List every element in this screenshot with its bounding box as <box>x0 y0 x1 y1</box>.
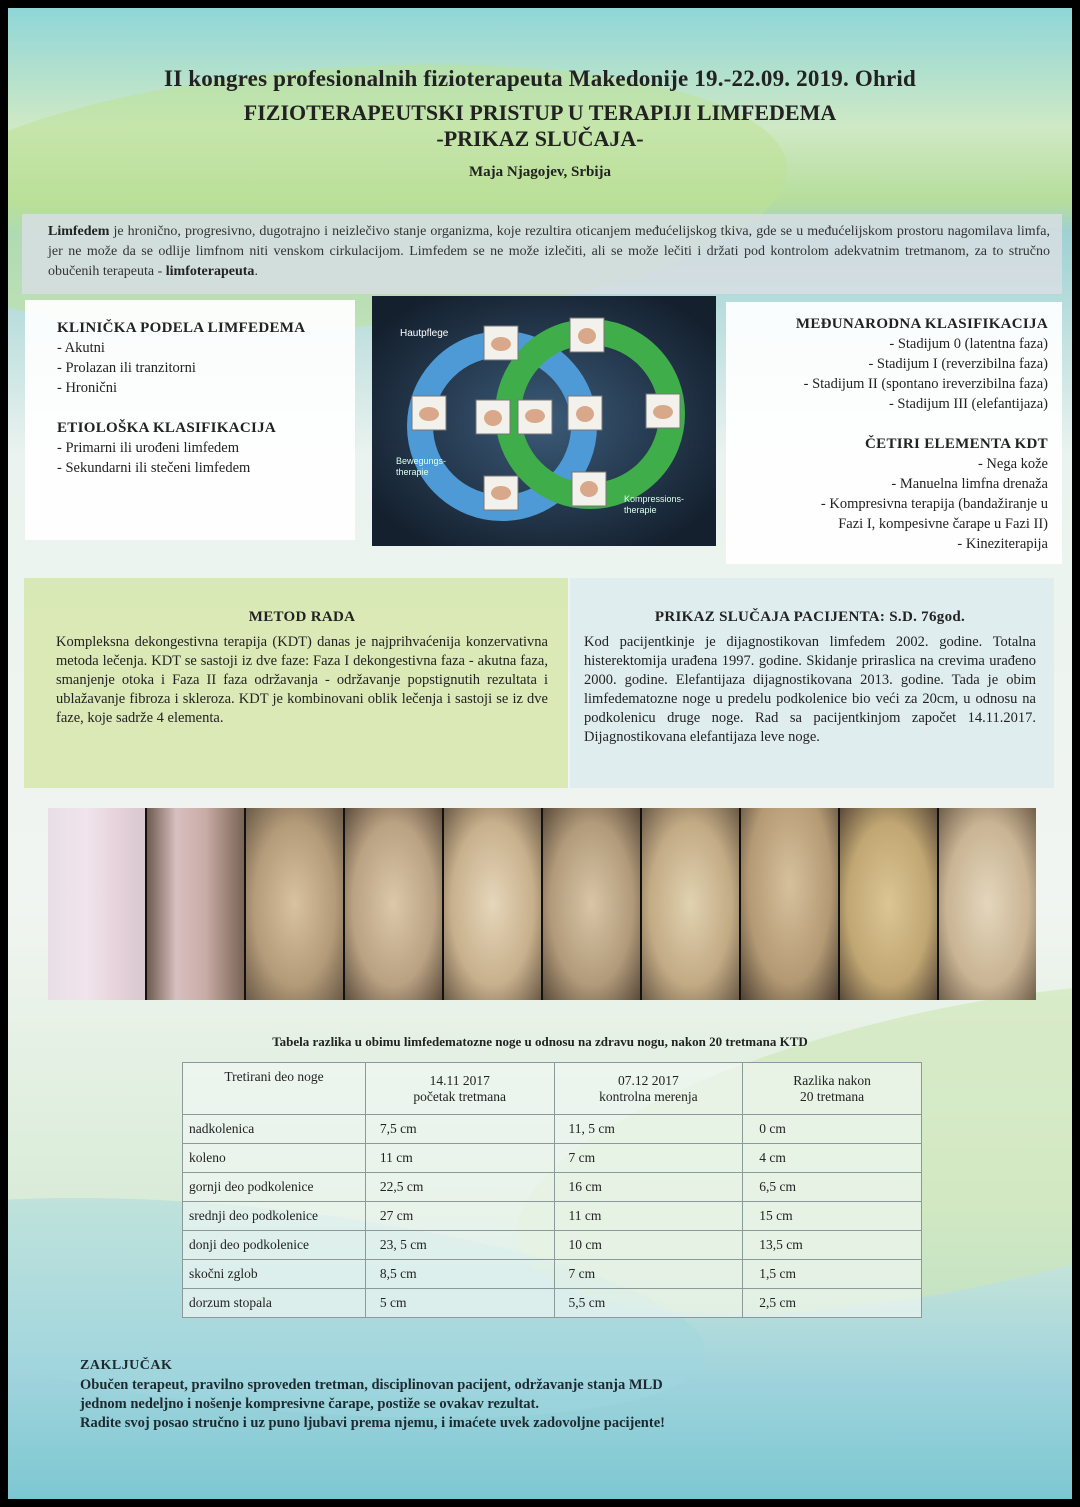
column-header: Razlika nakon 20 tretmana <box>743 1063 922 1115</box>
table-cell: 22,5 cm <box>365 1173 554 1202</box>
table-row <box>183 1289 922 1318</box>
intl-list <box>734 334 1048 414</box>
intro-box: Limfedem je hronično, progresivno, dugotrajno i neizlečivo stanje organizma, koje rezultira oticanjem međućelijskog tkiva, gde se u međućelijskom prostoru nagomilava limfa, jer ne može da se odlije limfnom niti venskom cirkulacijom. Limfedem se ne može izlečiti, ali se može lečiti i držati pod kontrolom adekvatnim tretmanom, za to stručno obučenih terapeuta - limfoterapeuta. <box>22 214 1062 294</box>
list-item: - Akutni <box>57 340 105 356</box>
poster <box>8 8 1072 1499</box>
table-cell: 15 cm <box>743 1202 922 1231</box>
table-cell: 5,5 cm <box>554 1289 743 1318</box>
table-cell: 8,5 cm <box>365 1260 554 1289</box>
list-item: - Sekundarni ili stečeni limfedem <box>57 460 251 476</box>
table-cell: 5 cm <box>365 1289 554 1318</box>
table-cell: 2,5 cm <box>743 1289 922 1318</box>
table-cell: 1,5 cm <box>743 1260 922 1289</box>
patient-photo <box>741 808 838 1000</box>
kdt-list <box>734 454 1048 554</box>
table-caption: Tabela razlika u obimu limfedematozne noge u odnosu na zdravu nogu, nakon 20 tretmana KTD <box>272 1034 808 1049</box>
table-cell: skočni zglob <box>183 1260 366 1289</box>
case-text: Kod pacijentkinje je dijagnostikovan limfedem 2002. godine. Totalna histerektomija urađena 1997. godine. Skidanje priraslica na crevima urađeno 2000. godine. Elefantijaza dijagnostikovana 2013. godine. Tada je obim limfedematozne noge u predelu podkolenice bio veći za 20cm, u odnosu na podkolenicu druge noge. Rad sa pacijentkinjom započet 14.11.2017. Dijagnostikovana elefantijaza leve noge. <box>584 634 1036 745</box>
conclusion-line: Radite svoj posao stručno i uz puno ljubavi prema njemu, i imaćete uvek zadovoljne pacijente! <box>80 1415 665 1431</box>
patient-photo <box>246 808 343 1000</box>
column-header: 07.12 2017 kontrolna merenja <box>554 1063 743 1115</box>
list-item: - Stadijum 0 (latentna faza) <box>889 336 1048 352</box>
list-item: - Kompresivna terapija (bandažiranje u <box>820 496 1048 512</box>
list-item: - Stadijum III (elefantijaza) <box>888 396 1048 412</box>
case-section <box>570 578 1054 788</box>
patient-photo <box>840 808 937 1000</box>
list-item: - Hronični <box>57 380 117 396</box>
etiology-list <box>57 438 341 478</box>
method-text: Kompleksna dekongestivna terapija (KDT) danas je najprihvaćenija konzervativna metoda lečenja. KDT se sastoji iz dve faze: Faza I dekongestivna faza - akutna faza, smanjenje otoka i Faza II faza održavanja - održavanje popstignutih rezultata i ublažavanje fibroza i skleroza. KDT je kombinovani oblik lečenja i sastoji se iz dve faze, koje sadrže 4 elementa. <box>56 634 548 726</box>
list-item: Fazi I, kompesivne čarape u Fazi II) <box>838 516 1048 532</box>
classification-right-panel <box>726 302 1062 564</box>
list-item: - Stadijum II (spontano ireverzibilna faza) <box>803 376 1048 392</box>
conclusion <box>80 1356 1040 1433</box>
method-section <box>24 578 568 788</box>
table-header-row <box>183 1063 922 1115</box>
poster-title: FIZIOTERAPEUTSKI PRISTUP U TERAPIJI LIMFEDEMA -PRIKAZ SLUČAJA- <box>243 100 837 151</box>
patient-photo <box>444 808 541 1000</box>
table-cell: koleno <box>183 1144 366 1173</box>
list-item: - Nega kože <box>977 456 1048 472</box>
list-item: - Stadijum I (reverzibilna faza) <box>868 356 1048 372</box>
table-cell: 11, 5 cm <box>554 1115 743 1144</box>
patient-photo <box>48 808 145 1000</box>
conclusion-line: Obučen terapeut, pravilno sproveden tretman, disciplinovan pacijent, održavanje stanja MLD <box>80 1377 663 1393</box>
poster-header <box>8 66 1072 181</box>
patient-photos <box>48 808 1036 1000</box>
case-title: PRIKAZ SLUČAJA PACIJENTA: S.D. 76god. <box>654 609 966 625</box>
list-item: - Manuelna limfna drenaža <box>891 476 1048 492</box>
patient-photo <box>543 808 640 1000</box>
table-cell: 7 cm <box>554 1260 743 1289</box>
table-cell: 23, 5 cm <box>365 1231 554 1260</box>
clinical-title: KLINIČKA PODELA LIMFEDEMA <box>57 320 306 336</box>
table-cell: donji deo podkolenice <box>183 1231 366 1260</box>
table-cell: 13,5 cm <box>743 1231 922 1260</box>
intro-lead: Limfedem <box>48 224 110 239</box>
table-cell: 27 cm <box>365 1202 554 1231</box>
author: Maja Njagojev, Srbija <box>468 164 612 180</box>
table-row <box>183 1202 922 1231</box>
table-cell: 10 cm <box>554 1231 743 1260</box>
intl-title: MEĐUNARODNA KLASIFIKACIJA <box>795 316 1048 332</box>
method-title: METOD RADA <box>248 609 356 625</box>
table-cell: 6,5 cm <box>743 1173 922 1202</box>
table-cell: nadkolenica <box>183 1115 366 1144</box>
kdt-diagram <box>372 296 716 546</box>
column-header: 14.11 2017 početak tretmana <box>365 1063 554 1115</box>
table-cell: 7,5 cm <box>365 1115 554 1144</box>
clinical-list <box>57 338 341 398</box>
table-cell: 11 cm <box>554 1202 743 1231</box>
table-cell: 7 cm <box>554 1144 743 1173</box>
table-row <box>183 1173 922 1202</box>
table-cell: 16 cm <box>554 1173 743 1202</box>
intro-text: je hronično, progresivno, dugotrajno i neizlečivo stanje organizma, koje rezultira oticanjem međućelijskog tkiva, gde se u međućelijskom prostoru nagomilava limfa, jer ne može da se odlije limfnom niti venskom cirkulacijom. Limfedem se ne može izlečiti, ali se može lečiti i držati pod kontrolom adekvatnim tretmanom, za to stručno obučenih terapeuta - <box>48 224 1050 279</box>
intro-tail: limfoterapeuta <box>165 264 255 279</box>
classification-left-panel <box>25 300 355 540</box>
table-cell: srednji deo podkolenice <box>183 1202 366 1231</box>
patient-photo <box>345 808 442 1000</box>
kdt-title: ČETIRI ELEMENTA KDT <box>865 436 1048 452</box>
table-row <box>183 1144 922 1173</box>
conclusion-title: ZAKLJUČAK <box>80 1358 173 1373</box>
patient-photo <box>642 808 739 1000</box>
list-item: - Prolazan ili tranzitorni <box>57 360 196 376</box>
table-cell: 11 cm <box>365 1144 554 1173</box>
table-row <box>183 1260 922 1289</box>
label-hautpflege: Hautpflege <box>400 328 449 339</box>
patient-photo <box>147 808 244 1000</box>
conclusion-line: jednom nedeljno i nošenje kompresivne čarape, postiže se ovakav rezultat. <box>80 1396 540 1412</box>
table-cell: gornji deo podkolenice <box>183 1173 366 1202</box>
table-cell: 0 cm <box>743 1115 922 1144</box>
congress-title: II kongres profesionalnih fizioterapeuta Makedonije 19.-22.09. 2019. Ohrid <box>164 66 916 91</box>
label-kompression: Kompressions-therapie <box>624 494 685 515</box>
label-bewegung: Bewegungs-therapie <box>396 456 447 477</box>
patient-photo <box>939 808 1036 1000</box>
list-item: - Kineziterapija <box>957 536 1048 552</box>
table-row <box>183 1115 922 1144</box>
column-header: Tretirani deo noge <box>183 1063 366 1115</box>
etiology-title: ETIOLOŠKA KLASIFIKACIJA <box>57 420 277 436</box>
list-item: - Primarni ili urođeni limfedem <box>57 440 240 456</box>
table-row <box>183 1231 922 1260</box>
measurement-table <box>182 1062 922 1318</box>
table-cell: dorzum stopala <box>183 1289 366 1318</box>
table-cell: 4 cm <box>743 1144 922 1173</box>
